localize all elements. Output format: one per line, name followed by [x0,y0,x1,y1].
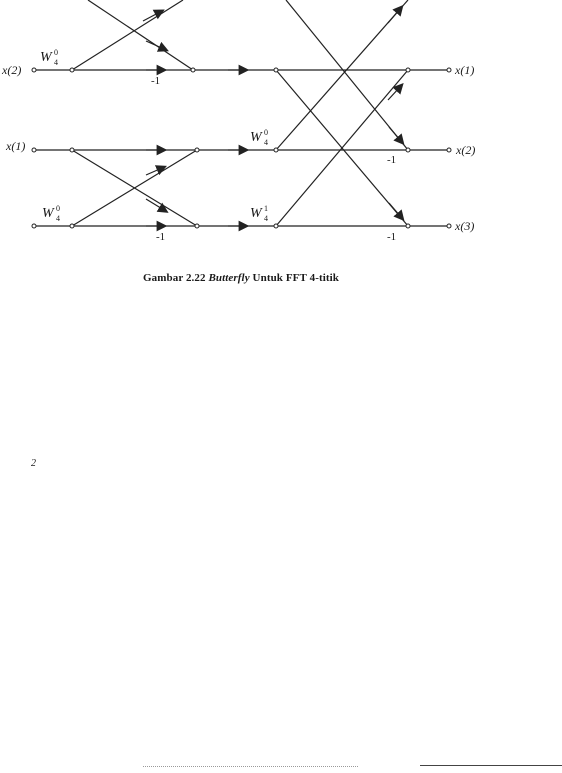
svg-text:4: 4 [54,58,58,67]
svg-text:W: W [250,206,262,221]
node [70,148,74,152]
node [447,148,451,152]
node [406,148,410,152]
node [70,68,74,72]
flow-arrow [389,203,401,217]
minus-one-label: -1 [156,231,166,243]
node [274,148,278,152]
node [447,68,451,72]
twiddle-factor [250,204,268,223]
node [32,148,36,152]
input-label-x2: x(2) [2,63,22,77]
node [195,224,199,228]
butterfly-diagram [0,0,562,265]
caption-suffix: Untuk FFT 4-titik [249,272,340,284]
node [32,224,36,228]
flow-arrow [388,87,400,100]
output-label-x3: x(3) [455,219,475,233]
flow-arrow [388,9,400,23]
svg-text:W: W [40,50,52,65]
node [70,224,74,228]
page-number: 2 [31,458,36,469]
output-label-x1: x(1) [455,63,475,77]
node [191,68,195,72]
twiddle-factor [250,128,268,147]
branch-line [72,0,183,70]
twiddle-factor [42,204,60,223]
footnote-rule [420,765,562,766]
flow-arrow [146,41,164,49]
svg-text:4: 4 [264,214,268,223]
node [195,148,199,152]
svg-text:0: 0 [56,204,60,213]
scan-artifact [143,766,358,767]
figure-caption [0,272,482,284]
caption-italic: Butterfly [208,272,250,284]
svg-text:4: 4 [264,138,268,147]
input-label-x1: x(1) [6,139,26,153]
node [274,68,278,72]
caption-prefix: Gambar 2.22 [142,272,209,284]
flow-arrow [146,168,162,175]
svg-text:4: 4 [56,214,60,223]
svg-text:W: W [250,130,262,145]
twiddle-factor [40,48,58,67]
svg-text:0: 0 [264,128,268,137]
node [274,224,278,228]
svg-text:W: W [42,206,54,221]
output-label-x2: x(2) [456,143,476,157]
flow-arrow [389,127,401,141]
minus-one-label: -1 [387,154,397,166]
node [447,224,451,228]
branch-line [88,0,193,70]
svg-text:0: 0 [54,48,58,57]
minus-one-label: -1 [151,75,161,87]
node [32,68,36,72]
svg-text:1: 1 [264,204,268,213]
node [406,224,410,228]
node [406,68,410,72]
minus-one-label: -1 [387,231,397,243]
